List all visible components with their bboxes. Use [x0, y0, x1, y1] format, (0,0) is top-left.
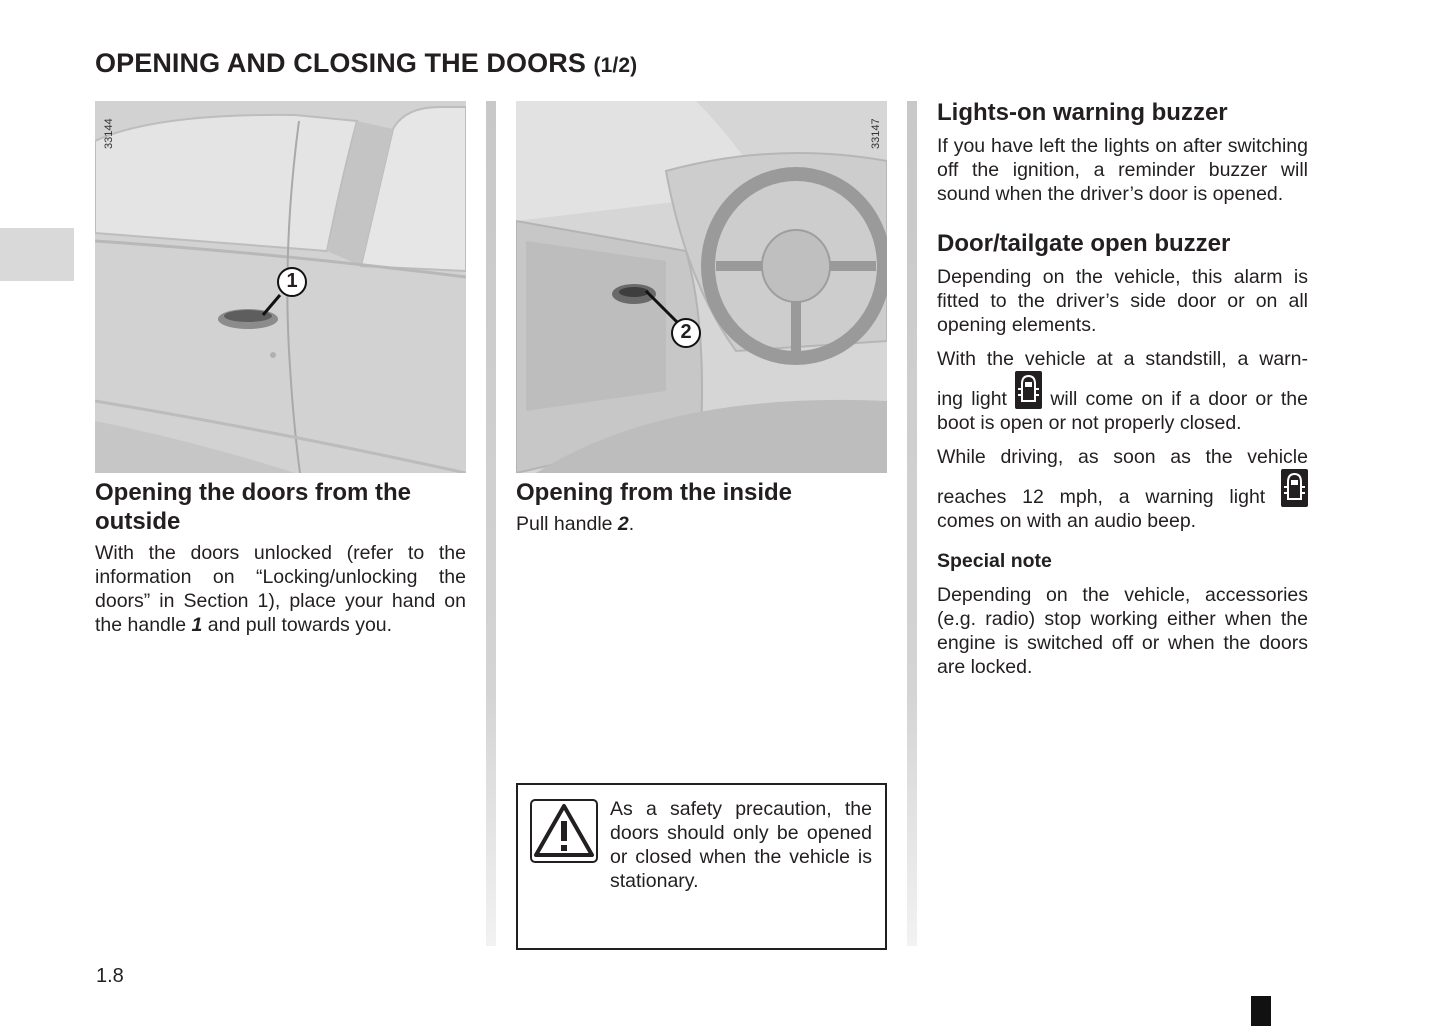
text-segment: ing light	[937, 388, 1007, 410]
safety-warning-text: As a safety precaution, the doors should only be opened or closed when the vehicle is stationary.	[610, 798, 872, 892]
text-segment: and pull towards you.	[202, 614, 393, 636]
heading-opening-inside: Opening from the inside	[516, 479, 793, 506]
paragraph-opening-outside	[95, 541, 466, 637]
paragraph-opening-inside	[516, 512, 887, 536]
figure-ref-number: 33144	[103, 118, 115, 149]
page-number: 1.8	[96, 965, 124, 987]
illustration-door-outside	[95, 101, 466, 473]
column-2	[516, 478, 887, 536]
text-segment: With the vehicle at a standstill, a warn-	[937, 348, 1308, 370]
heading-door-buzzer: Door/tailgate open buzzer	[937, 230, 1231, 257]
illustration-door-inside	[516, 101, 887, 473]
heading-lights-buzzer: Lights-on warning buzzer	[937, 99, 1228, 126]
column-divider-right	[907, 101, 917, 946]
page-title	[95, 48, 637, 79]
text-segment: Pull handle	[516, 513, 618, 535]
figure-ref-number: 33147	[870, 118, 882, 149]
page-title-text: OPENING AND CLOSING THE DOORS	[95, 48, 586, 78]
warning-triangle-icon	[530, 799, 598, 863]
page-part-indicator: (1/2)	[593, 54, 638, 77]
heading-special-note: Special note	[937, 550, 1052, 572]
text-segment: While driving, as soon as the vehicle	[937, 446, 1308, 468]
handle-ref: 1	[191, 614, 203, 636]
text-segment: With the doors unlocked (refer to the information on “Locking/unlocking the doors” in Section 1), place your hand on the handle	[95, 542, 466, 636]
heading-opening-outside: Opening the doors from the outside	[95, 479, 411, 535]
paragraph-lights-buzzer: If you have left the lights on after switching off the ignition, a reminder buzzer will sound when the driver’s door is opened.	[937, 135, 1308, 205]
paragraph-special-note: Depending on the vehicle, accessories (e.g. radio) stop working either when the engine is switched off or when the doors are locked.	[937, 584, 1308, 678]
paragraph-door-buzzer-2	[937, 347, 1308, 435]
column-1	[95, 478, 466, 637]
text-segment: .	[628, 513, 635, 535]
car-interior-drawing	[516, 101, 887, 473]
door-open-warning-light-icon	[1281, 469, 1308, 507]
callout-1: 1	[286, 270, 298, 292]
callout-2: 2	[680, 321, 692, 343]
safety-warning-box	[516, 783, 887, 950]
paragraph-door-buzzer-3	[937, 445, 1308, 533]
text-segment: reaches 12 mph, a warning light	[937, 486, 1266, 508]
paragraph-door-buzzer-1: Depending on the vehicle, this alarm is fitted to the driver’s side door or on all opening elements.	[937, 266, 1308, 336]
column-3	[937, 98, 1308, 679]
section-tab-marker	[0, 228, 74, 281]
door-open-warning-light-icon	[1015, 371, 1042, 409]
text-segment: comes on with an audio beep.	[937, 510, 1197, 532]
corner-registration-mark	[1251, 996, 1271, 1026]
car-door-exterior-drawing	[95, 101, 466, 473]
column-divider-left	[486, 101, 496, 946]
text-segment: will come on if a door or the boot is open or not properly closed.	[937, 388, 1308, 434]
handle-ref: 2	[617, 513, 629, 535]
